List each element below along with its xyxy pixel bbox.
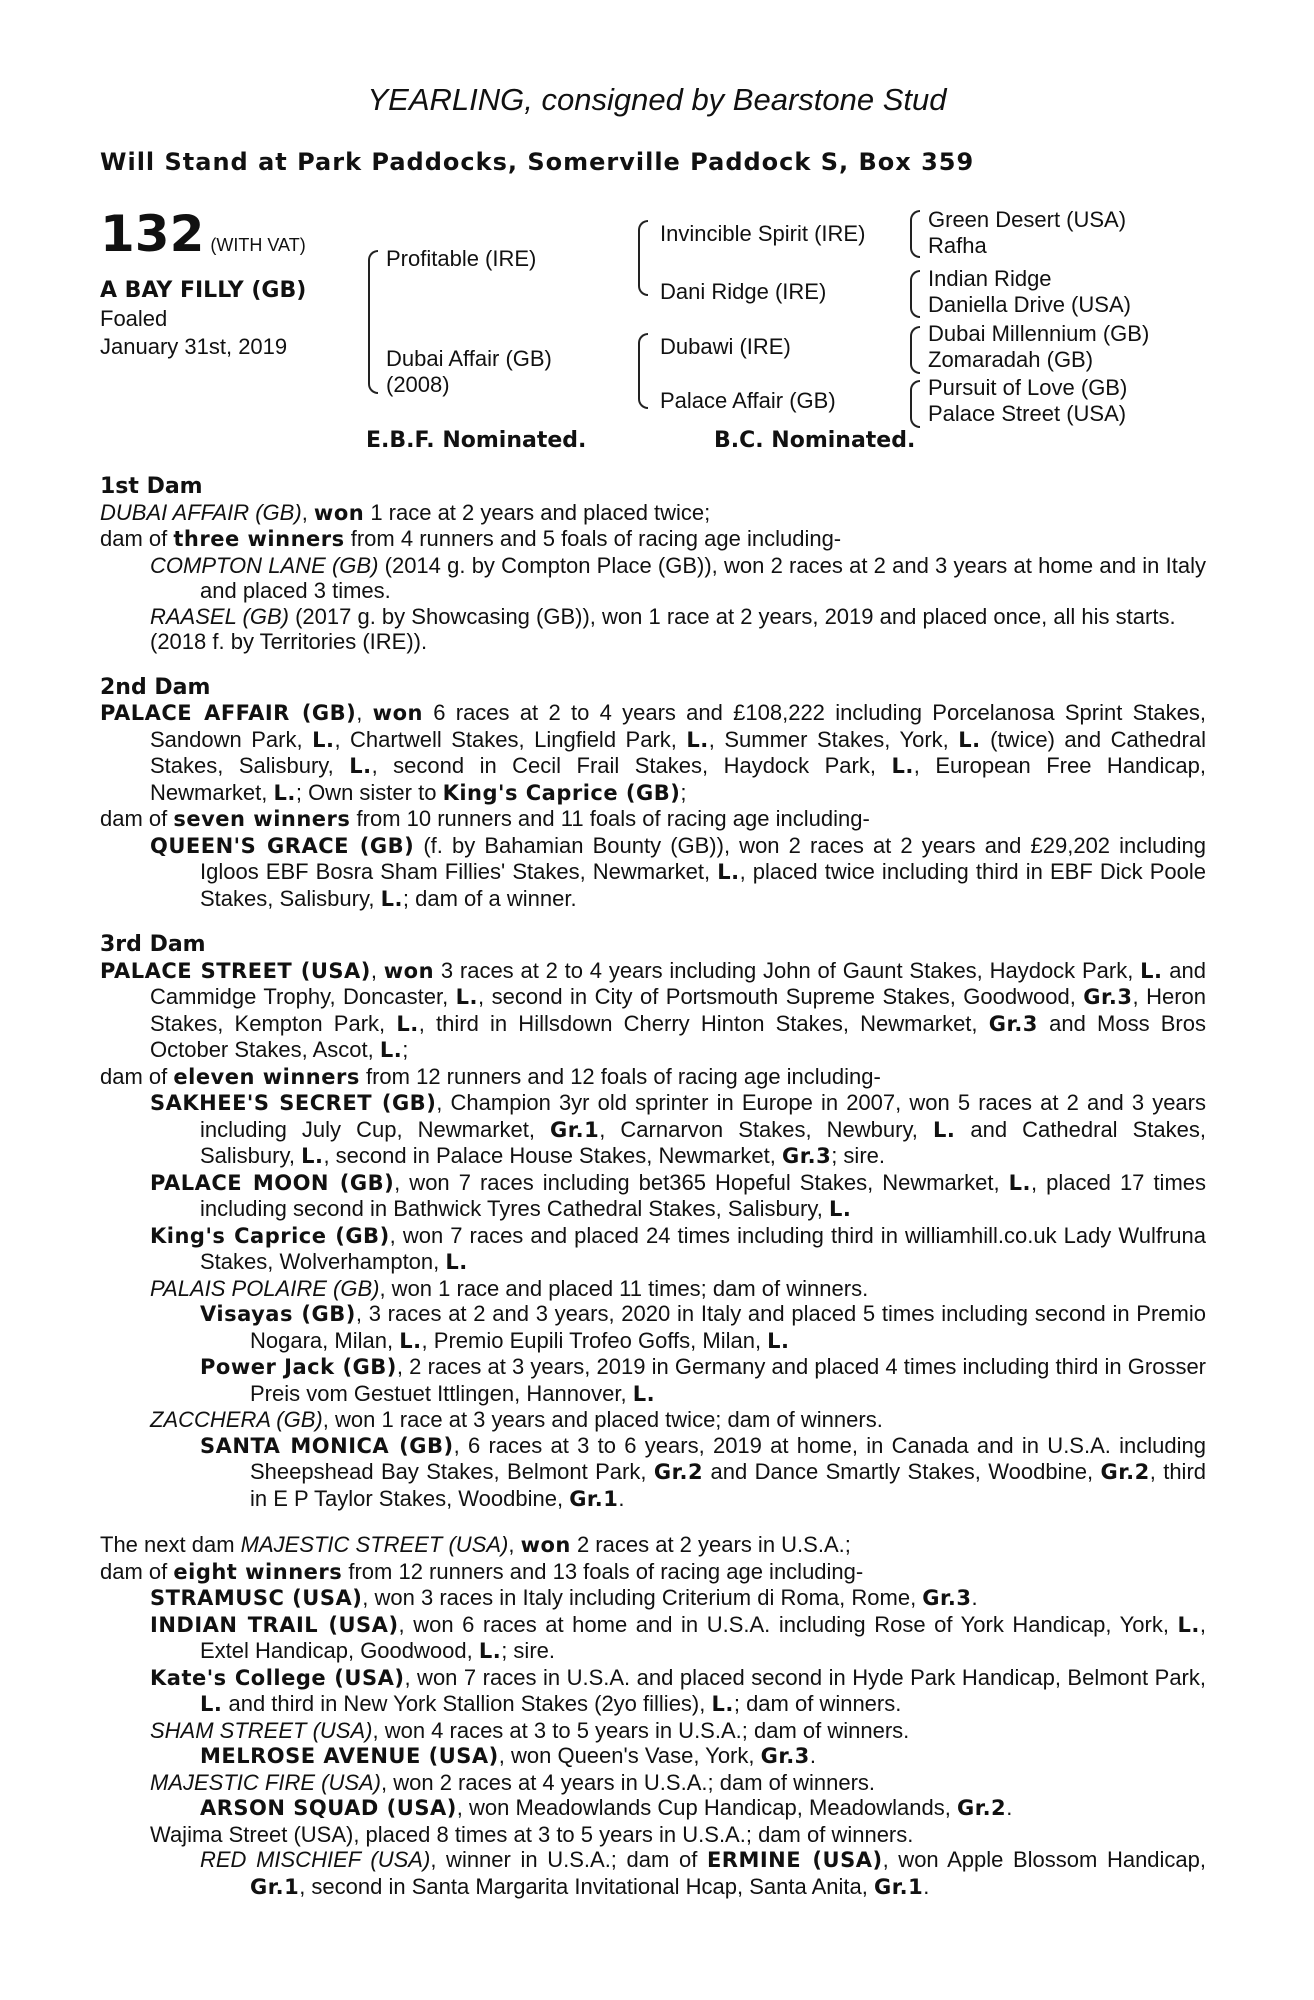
lot-number: 132 xyxy=(100,205,205,263)
moon-listed-1: L. xyxy=(1008,1170,1031,1195)
pedigree-brace-7 xyxy=(910,380,920,428)
red-group-1: Gr.1 xyxy=(250,1874,300,1899)
sakhee-text-2: , Carnarvon Stakes, Newbury, xyxy=(599,1116,933,1142)
dam3-text-5: , third in Hillsdown Cherry Hinton Stakes, Newmarket, xyxy=(418,1010,989,1036)
pedigree-sire-sire: Invincible Spirit (IRE) xyxy=(660,221,866,246)
arson-group-1: Gr.2 xyxy=(956,1796,1007,1820)
pedigree-dam-year: (2008) xyxy=(386,372,450,397)
dam2-text-8: ; xyxy=(680,779,687,805)
stramusc-end: . xyxy=(971,1585,978,1610)
stramusc-name: STRAMUSC (USA) xyxy=(150,1586,363,1610)
melrose-text-1: , won Queen's Vase, York, xyxy=(498,1743,761,1768)
dam1-record: DUBAI AFFAIR (GB), won 1 race at 2 years and placed twice; xyxy=(100,499,711,525)
dam2-text-2: , Chartwell Stakes, Lingfield Park, xyxy=(334,726,687,752)
next-grandprogeny-red xyxy=(100,1847,1206,1900)
dam2-text-6: , European Free Handicap, Newmarket, xyxy=(150,753,1206,805)
dam3-text-7: ; xyxy=(402,1037,409,1062)
pedigree-sd-dam: Daniella Drive (USA) xyxy=(928,292,1131,317)
dam3-text-3: , second in City of Portsmouth Supreme Stakes, Goodwood, xyxy=(478,984,1084,1009)
dam3-listed-2: L. xyxy=(455,985,479,1009)
dam3-heading: 3rd Dam xyxy=(100,932,206,957)
kate-text-2: and third in New York Stallion Stakes (2yo fillies), xyxy=(222,1691,712,1716)
dam3-runners: from 12 runners and 12 foals of racing age including- xyxy=(359,1063,881,1089)
vat-label: (WITH VAT) xyxy=(210,235,306,255)
dam1-progeny-1-name: COMPTON LANE (GB) xyxy=(150,552,379,578)
arson-end: . xyxy=(1006,1795,1013,1820)
pedigree-dd-dam: Palace Street (USA) xyxy=(928,401,1127,426)
sakhee-group-2: Gr.3 xyxy=(782,1144,832,1168)
next-dam-dam-of: dam of xyxy=(100,1558,174,1584)
zacchera-text-1: , won 1 race at 3 years and placed twice; dam of winners. xyxy=(322,1407,883,1432)
dam1-progeny-1 xyxy=(100,553,1206,604)
dam3-produce xyxy=(100,1064,1206,1091)
dam2-listed-1: L. xyxy=(312,727,335,752)
next-progeny-wajima xyxy=(100,1822,1206,1848)
dam2-listed-5: L. xyxy=(891,754,914,778)
dam3-record: PALACE STREET (USA), won 3 races at 2 to 4 years including John of Gaunt Stakes, Haydock Park, L. and Cammidge Trophy, Doncaster, L., second in City of Portsmouth Supreme Stakes, Goodwood, Gr.3, Heron Stakes, Kempton Park, L., third in Hillsdown Cherry Hinton Stakes, Newmarket, Gr.3 and Moss Bros October Stakes, Ascot, L.; xyxy=(100,957,1206,1062)
dam3-dam-of: dam of xyxy=(100,1063,174,1089)
sham-name: SHAM STREET (USA) xyxy=(150,1717,373,1743)
sakhee-text-1: , Champion 3yr old sprinter in Europe in 2007, won 5 races at 2 and 3 years including July Cup, Newmarket, xyxy=(200,1090,1206,1142)
next-grandprogeny-arson xyxy=(100,1795,1206,1822)
dam3-text-4: , Heron Stakes, Kempton Park, xyxy=(150,984,1206,1036)
dam3-text-2: and Cammidge Trophy, Doncaster, xyxy=(150,957,1206,1009)
dam2-heading: 2nd Dam xyxy=(100,674,211,700)
pedigree-ss-dam: Rafha xyxy=(928,233,987,258)
visayas-listed-1: L. xyxy=(399,1328,422,1353)
red-name: RED MISCHIEF (USA) xyxy=(200,1847,431,1872)
kate-name: Kate's College (USA) xyxy=(150,1665,405,1690)
dam3-grandprogeny-power xyxy=(100,1354,1206,1407)
next-progeny-sham xyxy=(100,1718,1206,1744)
foaled-info xyxy=(100,305,287,361)
pedigree-sire: Profitable (IRE) xyxy=(386,246,537,271)
next-dam-produce xyxy=(100,1559,1206,1586)
next-dam-section xyxy=(100,1532,1206,1900)
sakhee-listed-2: L. xyxy=(301,1144,324,1168)
dam3-text-6: and Moss Bros October Stakes, Ascot, xyxy=(150,1010,1206,1062)
indian-listed-1: L. xyxy=(1177,1612,1200,1637)
next-dam-winners: eight winners xyxy=(173,1559,343,1584)
polaire-text-1: , won 1 race and placed 11 times; dam of winners. xyxy=(379,1275,869,1301)
pedigree-brace-5 xyxy=(910,270,920,318)
dam2-text-7: ; Own sister to xyxy=(295,779,443,805)
dam3-winners: eleven winners xyxy=(173,1064,360,1089)
dam2-text-1: 6 races at 2 to 4 years and £108,222 including Porcelanosa Sprint Stakes, Sandown Park, xyxy=(150,700,1206,752)
dam2-sister: King's Caprice (GB) xyxy=(442,780,681,805)
consignment-title: YEARLING, consigned by Bearstone Stud xyxy=(367,82,947,117)
next-grandprogeny-melrose xyxy=(100,1743,1206,1770)
kate-listed-2: L. xyxy=(711,1692,734,1716)
indian-name: INDIAN TRAIL (USA) xyxy=(150,1612,399,1637)
lot-block xyxy=(100,205,306,263)
moon-listed-2: L. xyxy=(828,1197,852,1221)
dam3-group-2: Gr.3 xyxy=(988,1011,1038,1036)
kate-text-1: , won 7 races in U.S.A. and placed second in Hyde Park Handicap, Belmont Park, xyxy=(404,1664,1206,1690)
visayas-text-1: , 3 races at 2 and 3 years, 2020 in Italy and placed 5 times including second in Premio Nogara, Milan, xyxy=(250,1301,1206,1353)
indian-text-2: , Extel Handicap, Goodwood, xyxy=(200,1611,1207,1663)
red-group-2: Gr.1 xyxy=(874,1874,924,1899)
dam1-winners: three winners xyxy=(173,527,345,551)
next-progeny-stramusc xyxy=(100,1585,1206,1612)
santa-group-2: Gr.2 xyxy=(1100,1460,1150,1484)
next-dam-name: MAJESTIC STREET (USA) xyxy=(240,1532,509,1557)
zacchera-name: ZACCHERA (GB) xyxy=(150,1407,323,1432)
dam2-runners: from 10 runners and 11 foals of racing age including- xyxy=(350,806,870,831)
stand-location: Will Stand at Park Paddocks, Somerville Paddock S, Box 359 xyxy=(100,148,975,176)
red-text-3: , second in Santa Margarita Invitational Hcap, Santa Anita, xyxy=(299,1873,874,1899)
indian-listed-2: L. xyxy=(478,1639,502,1663)
red-text-2: , won Apple Blossom Handicap, xyxy=(882,1847,1207,1872)
next-progeny-fire xyxy=(100,1770,1206,1796)
dam1-dam-of: dam of xyxy=(100,526,174,551)
next-dam-runners: from 12 runners and 13 foals of racing age including- xyxy=(342,1558,864,1584)
dam2-name: PALACE AFFAIR (GB) xyxy=(100,701,357,725)
santa-text-2: and Dance Smartly Stakes, Woodbine, xyxy=(703,1459,1101,1484)
dam2-progeny-1-text-2: , placed twice including third in EBF Dick Poole Stakes, Salisbury, xyxy=(200,859,1206,911)
moon-text-1: , won 7 races including bet365 Hopeful Stakes, Newmarket, xyxy=(394,1169,1009,1195)
dam1-won: won xyxy=(313,500,365,525)
pedigree-sd-sire: Indian Ridge xyxy=(928,266,1052,291)
stramusc-text-1: , won 3 races in Italy including Criterium di Roma, Rome, xyxy=(362,1585,923,1610)
sakhee-text-3: and Cathedral Stakes, Salisbury, xyxy=(200,1116,1206,1168)
red-text-1: , winner in U.S.A.; dam of xyxy=(430,1847,707,1872)
dam2-text-4: (twice) and Cathedral Stakes, Salisbury, xyxy=(150,726,1206,778)
dam3-progeny-caprice xyxy=(100,1223,1206,1276)
dam3-listed-4: L. xyxy=(379,1038,403,1062)
power-listed-1: L. xyxy=(632,1381,656,1406)
pedigree-ds-sire: Dubai Millennium (GB) xyxy=(928,321,1150,346)
dam2-progeny-1-text-1: (f. by Bahamian Bounty (GB)), won 2 races at 2 years and £29,202 including Igloos EBF Bosra Sham Fillies' Stakes, Newmarket, xyxy=(200,832,1207,884)
dam2-progeny-1-text-3: ; dam of a winner. xyxy=(402,885,577,911)
indian-text-3: ; sire. xyxy=(501,1638,555,1663)
sakhee-text-5: ; sire. xyxy=(831,1143,885,1168)
pedigree-dd-sire: Pursuit of Love (GB) xyxy=(928,375,1128,400)
next-dam-text-2: 2 races at 2 years in U.S.A.; xyxy=(570,1532,851,1557)
sakhee-listed-1: L. xyxy=(932,1117,956,1142)
power-text-1: , 2 races at 3 years, 2019 in Germany and placed 4 times including third in Grosser Preis vom Gestuet Ittlingen, Hannover, xyxy=(250,1354,1207,1406)
dam3-listed-3: L. xyxy=(396,1011,419,1036)
dam1-progeny-3 xyxy=(100,629,1206,655)
sakhee-group-1: Gr.1 xyxy=(550,1117,600,1142)
santa-group-1: Gr.2 xyxy=(653,1460,704,1484)
dam1-runners: from 4 runners and 5 foals of racing age including- xyxy=(344,526,842,551)
dam1-progeny-1-text: (2014 g. by Compton Place (GB)), won 2 races at 2 and 3 years at home and in Italy and placed 3 times. xyxy=(200,552,1206,603)
dam2-progeny-1-listed-1: L. xyxy=(717,860,740,884)
dam3-text-1: 3 races at 2 to 4 years including John of Gaunt Stakes, Haydock Park, xyxy=(434,957,1141,983)
dam2-won: won xyxy=(372,701,423,725)
melrose-group-1: Gr.3 xyxy=(760,1744,810,1768)
dam3-won: won xyxy=(383,958,435,983)
dam3-section xyxy=(100,932,1206,1512)
dam2-listed-6: L. xyxy=(273,780,296,805)
next-progeny-kate xyxy=(100,1665,1206,1718)
sham-text-1: , won 4 races at 3 to 5 years in U.S.A.; dam of winners. xyxy=(372,1717,910,1743)
visayas-listed-2: L. xyxy=(767,1328,790,1353)
santa-group-3: Gr.1 xyxy=(569,1486,619,1511)
pedigree-ss-sire: Green Desert (USA) xyxy=(928,207,1127,232)
dam1-heading: 1st Dam xyxy=(100,474,203,499)
dam1-produce xyxy=(100,526,1206,553)
red-end: . xyxy=(923,1873,930,1899)
dam2-listed-4: L. xyxy=(349,754,372,778)
melrose-name: MELROSE AVENUE (USA) xyxy=(200,1744,499,1768)
foaled-date: January 31st, 2019 xyxy=(100,334,288,359)
caprice-listed-1: L. xyxy=(445,1250,468,1274)
dam2-listed-2: L. xyxy=(686,727,709,752)
dam3-listed-1: L. xyxy=(1140,958,1163,983)
dam3-progeny-moon xyxy=(100,1170,1206,1223)
fire-name: MAJESTIC FIRE (USA) xyxy=(150,1769,382,1795)
pedigree-brace-1 xyxy=(368,250,378,394)
pedigree-brace-6 xyxy=(910,326,920,374)
pedigree-brace-3 xyxy=(638,333,648,409)
dam1-name: DUBAI AFFAIR (GB) xyxy=(100,499,302,525)
santa-text-3: , third in E P Taylor Stakes, Woodbine, xyxy=(250,1459,1207,1511)
power-name: Power Jack (GB) xyxy=(200,1355,397,1379)
dam1-progeny-2 xyxy=(100,604,1206,630)
fire-text-1: , won 2 races at 4 years in U.S.A.; dam of winners. xyxy=(381,1769,876,1795)
arson-name: ARSON SQUAD (USA) xyxy=(200,1796,457,1820)
polaire-name: PALAIS POLAIRE (GB) xyxy=(150,1275,380,1301)
dam1-section xyxy=(100,474,1206,655)
sakhee-text-4: , second in Palace House Stakes, Newmarket, xyxy=(323,1143,782,1168)
visayas-name: Visayas (GB) xyxy=(200,1302,356,1326)
pedigree-dam: Dubai Affair (GB) xyxy=(386,346,552,371)
ebf-nominated: E.B.F. Nominated. xyxy=(366,428,587,453)
dam2-produce xyxy=(100,806,1206,833)
pedigree-ds-dam: Zomaradah (GB) xyxy=(928,347,1094,372)
dam2-winners: seven winners xyxy=(173,807,351,831)
dam3-group-1: Gr.3 xyxy=(1083,985,1133,1009)
dam3-grandprogeny-santa xyxy=(100,1433,1206,1513)
moon-name: PALACE MOON (GB) xyxy=(150,1170,395,1195)
melrose-end: . xyxy=(809,1743,816,1768)
ermine-name: ERMINE (USA) xyxy=(706,1848,883,1872)
visayas-text-2: , Premio Eupili Trofeo Goffs, Milan, xyxy=(421,1327,768,1353)
pedigree-sire-dam: Dani Ridge (IRE) xyxy=(660,279,827,304)
dam2-section xyxy=(100,675,1206,913)
foaled-label: Foaled xyxy=(100,306,168,331)
dam3-progeny-polaire xyxy=(100,1276,1206,1302)
dam2-progeny-1-name: QUEEN'S GRACE (GB) xyxy=(150,833,415,858)
dam3-name: PALACE STREET (USA) xyxy=(100,958,371,983)
horse-name: A BAY FILLY (GB) xyxy=(100,278,307,303)
kate-listed-1: L. xyxy=(200,1692,223,1716)
pedigree-brace-4 xyxy=(910,210,920,258)
santa-end: . xyxy=(618,1485,625,1511)
bc-nominated: B.C. Nominated. xyxy=(714,428,916,453)
santa-text-1: , 6 races at 3 to 6 years, 2019 at home, in Canada and in U.S.A. including Sheepshead Bay Stakes, Belmont Park, xyxy=(250,1432,1206,1484)
pedigree-dam-dam: Palace Affair (GB) xyxy=(660,388,836,413)
dam2-progeny-1-listed-2: L. xyxy=(380,886,403,911)
next-dam-record: The next dam MAJESTIC STREET (USA), won 2 races at 2 years in U.S.A.; xyxy=(100,1532,851,1557)
caprice-name: King's Caprice (GB) xyxy=(150,1223,390,1248)
dam3-grandprogeny-visayas xyxy=(100,1301,1206,1354)
dam3-progeny-zacchera xyxy=(100,1407,1206,1433)
dam1-record-text: 1 race at 2 years and placed twice; xyxy=(364,499,711,525)
dam1-progeny-2-text: (2017 g. by Showcasing (GB)), won 1 race at 2 years, 2019 and placed once, all his starts. xyxy=(288,603,1176,629)
indian-text-1: , won 6 races at home and in U.S.A. including Rose of York Handicap, York, xyxy=(398,1611,1178,1637)
dam2-text-5: , second in Cecil Frail Stakes, Haydock Park, xyxy=(371,753,892,778)
caprice-text-1: , won 7 races and placed 24 times including third in williamhill.co.uk Lady Wulfruna Stakes, Wolverhampton, xyxy=(200,1222,1206,1274)
pedigree-dam-sire: Dubawi (IRE) xyxy=(660,334,791,359)
kate-text-3: ; dam of winners. xyxy=(733,1691,902,1716)
dam3-progeny-sakhee xyxy=(100,1090,1206,1170)
wajima-text-1: Wajima Street (USA), placed 8 times at 3 to 5 years in U.S.A.; dam of winners. xyxy=(150,1821,914,1847)
dam1-progeny-3-text: (2018 f. by Territories (IRE)). xyxy=(150,629,428,654)
stramusc-group-1: Gr.3 xyxy=(922,1586,972,1610)
pedigree-brace-2 xyxy=(638,220,648,296)
sakhee-name: SAKHEE'S SECRET (GB) xyxy=(150,1091,437,1115)
next-dam-won: won xyxy=(520,1533,571,1557)
santa-name: SANTA MONICA (GB) xyxy=(200,1433,454,1458)
dam2-record: PALACE AFFAIR (GB), won 6 races at 2 to 4 years and £108,222 including Porcelanosa Sprint Stakes, Sandown Park, L., Chartwell Stakes, Lingfield Park, L., Summer Stakes, York, L. (twice) and Cathedral Stakes, Salisbury, L., second in Cecil Frail Stakes, Haydock Park, L., European Free Handicap, Newmarket, L.; Own sister to King's Caprice (GB); xyxy=(100,700,1206,805)
dam2-dam-of: dam of xyxy=(100,806,174,831)
moon-text-2: , placed 17 times including second in Bathwick Tyres Cathedral Stakes, Salisbury, xyxy=(200,1169,1207,1221)
dam2-listed-3: L. xyxy=(958,727,981,752)
next-progeny-indian xyxy=(100,1612,1206,1665)
dam2-text-3: , Summer Stakes, York, xyxy=(708,726,959,752)
dam2-progeny-1 xyxy=(100,833,1206,913)
dam1-progeny-2-name: RAASEL (GB) xyxy=(150,603,289,629)
next-dam-text-1: The next dam xyxy=(100,1532,241,1557)
arson-text-1: , won Meadowlands Cup Handicap, Meadowlands, xyxy=(456,1795,957,1820)
family-details xyxy=(100,474,1206,1900)
